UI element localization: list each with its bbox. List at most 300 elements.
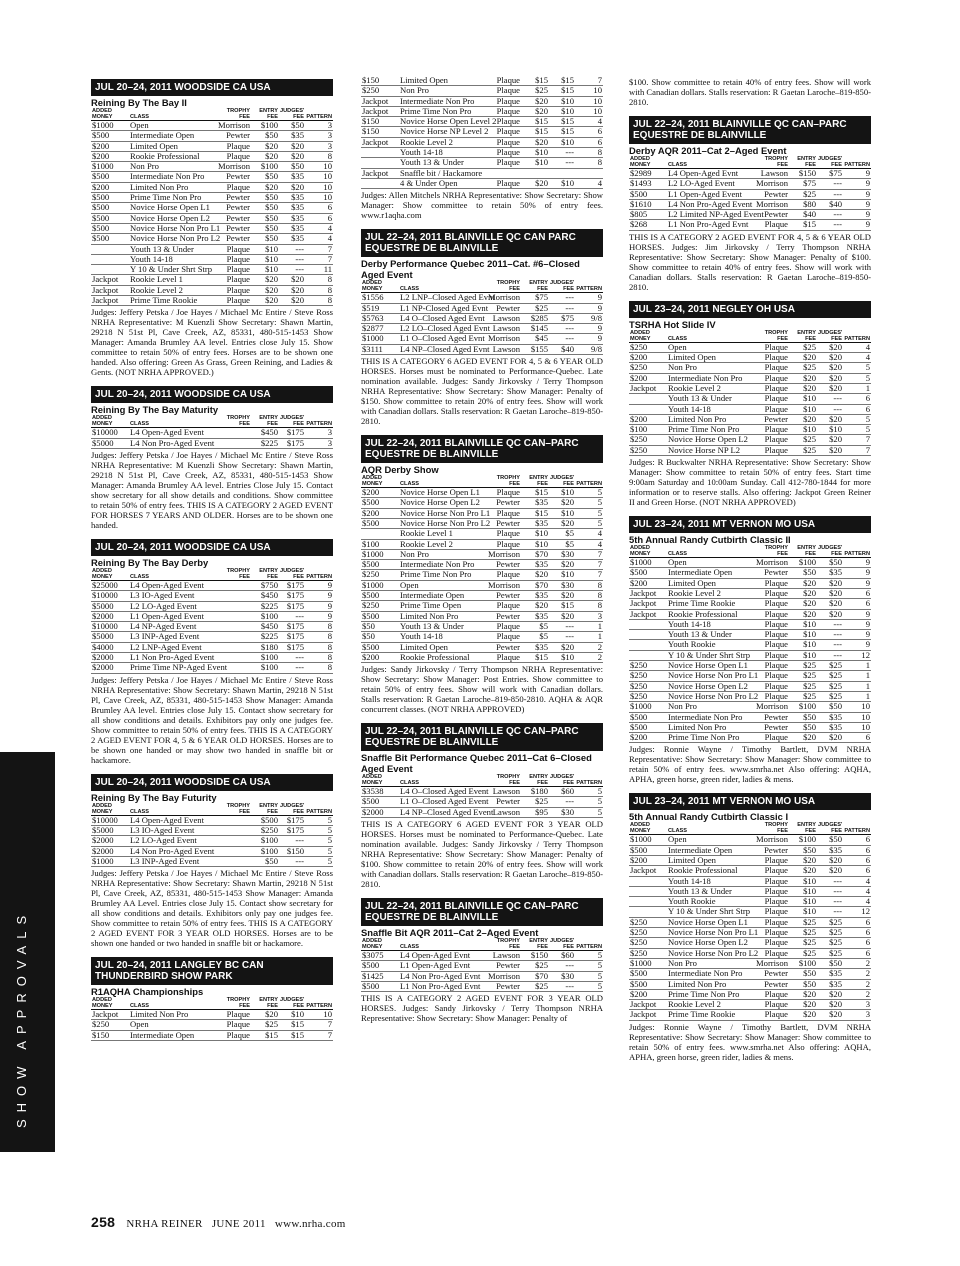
pattern: 5 (575, 971, 603, 981)
show-header: JUL 22–24, 2011 BLAINVILLE QC CAN–PARC EQUESTRE DE BLAINVILLE (629, 116, 871, 144)
entry-fee: $5 (521, 621, 549, 631)
pattern: 4 (575, 529, 603, 539)
entry-fee: $20 (789, 855, 817, 865)
added-money: Jackpot (361, 137, 399, 147)
entry-fee: $5 (521, 632, 549, 642)
table-row (361, 981, 603, 991)
entry-fee: $180 (251, 642, 279, 652)
entry-fee: $100 (789, 702, 817, 712)
column-header-added-money: ADDED MONEY (92, 567, 113, 580)
pattern: 7 (575, 560, 603, 570)
column-header-trophy-fee: TROPHY FEE (496, 475, 520, 488)
trophy: Plaque (753, 588, 789, 598)
table-row (629, 835, 871, 845)
show-header: JUL 20–24, 2011 LANGLEY BC CAN THUNDERBIRD SHOW PARK (91, 957, 333, 985)
trophy: Plaque (753, 640, 789, 650)
added-money: $5763 (361, 313, 399, 323)
pattern: 5 (575, 807, 603, 817)
pattern: 12 (843, 650, 871, 660)
column-header-judges-fee: JUDGES' FEE (818, 545, 843, 558)
added-money: $2000 (91, 846, 129, 856)
show-notes: Judges: Jeffery Petska / Joe Hayes / Michael Mc Entire / Steve Ross NRHA Representative: M Kuenzli Show Secretary: Shawn Martin, 29218 N 51st Pl, Cave Creek, AZ, 85331, 480-515-1453 Show Manager: Amanda Brumley AA level. Entries close July 15. Show committee to retain 50% of entry fees. Horses are to be shown one handed. Also offering: Green As Grass, Green Reining, and Ladies & Gents. (NOT NRHA APPROVED.) (91, 307, 333, 378)
trophy: Plaque (485, 652, 521, 662)
added-money: $2877 (361, 324, 399, 334)
added-money: Jackpot (629, 1010, 667, 1020)
entry-fee: $145 (521, 324, 549, 334)
trophy (485, 168, 521, 178)
class-name: Novice Horse Open L1 (129, 203, 215, 213)
added-money: $200 (629, 855, 667, 865)
class-table (91, 803, 333, 867)
pattern: 10 (305, 172, 333, 182)
pattern: 10 (843, 712, 871, 722)
pattern: 9 (575, 293, 603, 303)
trophy: Plaque (753, 435, 789, 445)
judges-fee: $25 (817, 691, 843, 701)
column-header-judges-fee: JUDGES' FEE (280, 802, 305, 815)
judges-fee: --- (549, 961, 575, 971)
trophy (215, 438, 251, 448)
table-row (629, 917, 871, 927)
added-money (629, 630, 667, 640)
entry-fee: $100 (251, 846, 279, 856)
table-row (629, 928, 871, 938)
judges-fee: --- (279, 856, 305, 866)
trophy (215, 580, 251, 590)
table-row (91, 151, 333, 161)
table-row (91, 182, 333, 192)
column-header-judges-fee: JUDGES' FEE (550, 475, 575, 488)
class-name: Rookie Level 2 (129, 285, 215, 295)
trophy: Plaque (753, 578, 789, 588)
column-header-pattern: PATTERN (844, 551, 870, 558)
judges-fee: $35 (817, 979, 843, 989)
table-row (91, 632, 333, 642)
column-header-class: CLASS (130, 573, 149, 580)
entry-fee: $15 (521, 652, 549, 662)
pattern: 4 (843, 353, 871, 363)
column-header-trophy-fee: TROPHY FEE (226, 415, 250, 428)
entry-fee: $25 (521, 797, 549, 807)
entry-fee: $10 (251, 244, 279, 254)
trophy: Morrison (753, 958, 789, 968)
table-row (629, 568, 871, 578)
judges-fee: $20 (279, 285, 305, 295)
table-row (629, 712, 871, 722)
trophy: Morrison (753, 199, 789, 209)
judges-fee: $20 (549, 642, 575, 652)
judges-fee: $35 (279, 223, 305, 233)
pattern: 7 (305, 1030, 333, 1040)
judges-fee: $30 (549, 549, 575, 559)
table-row (361, 313, 603, 323)
entry-fee: $10 (789, 630, 817, 640)
table-row (91, 213, 333, 223)
pattern (575, 168, 603, 178)
judges-fee: $10 (549, 137, 575, 147)
trophy: Pewter (485, 797, 521, 807)
pattern: 10 (575, 96, 603, 106)
class-name: L4 Non Pro-Aged Evnt (399, 971, 485, 981)
entry-fee: $225 (251, 438, 279, 448)
table-row (361, 642, 603, 652)
trophy: Plaque (753, 599, 789, 609)
judges-fee: $50 (817, 558, 843, 568)
class-name: Intermediate Open (667, 568, 753, 578)
column-header-pattern: PATTERN (576, 780, 602, 787)
entry-fee: $25 (789, 681, 817, 691)
added-money: $50 (361, 632, 399, 642)
pattern: 2 (843, 969, 871, 979)
pattern: 8 (575, 148, 603, 158)
table-row (361, 652, 603, 662)
column-header-added-money: ADDED MONEY (630, 156, 651, 168)
class-name: Open (667, 342, 753, 352)
class-name: L2 LO–Closed Aged Evnt (400, 323, 490, 334)
added-money: $500 (361, 797, 399, 807)
added-money: $4000 (91, 642, 129, 652)
added-money: Jackpot (91, 296, 129, 306)
trophy: Plaque (485, 96, 521, 106)
judges-fee: $20 (817, 445, 843, 455)
pattern: 5 (305, 825, 333, 835)
page-footer (91, 1214, 346, 1230)
trophy: Morrison (753, 179, 789, 189)
column-2 (361, 76, 603, 1023)
added-money: $10000 (91, 591, 129, 601)
judges-fee: --- (549, 632, 575, 642)
entry-fee: $450 (251, 591, 279, 601)
added-money: $500 (361, 498, 399, 508)
pattern: 9 (843, 619, 871, 629)
class-name: Rookie Professional (399, 652, 485, 662)
class-table (361, 938, 603, 992)
column-header-entry-fee: ENTRY FEE (797, 822, 816, 835)
entry-fee: $20 (789, 609, 817, 619)
pattern: 4 (575, 178, 603, 188)
table-row (361, 539, 603, 549)
added-money: $500 (91, 172, 129, 182)
trophy: Plaque (753, 661, 789, 671)
added-money: $500 (629, 845, 667, 855)
pattern: 5 (843, 425, 871, 435)
trophy: Morrison (485, 580, 521, 590)
trophy: Plaque (753, 917, 789, 927)
entry-fee: $10 (789, 650, 817, 660)
pattern: 10 (305, 193, 333, 203)
entry-fee: $25 (789, 671, 817, 681)
pattern: 5 (843, 414, 871, 424)
column-header-judges-fee: JUDGES' FEE (818, 822, 843, 835)
table-row (91, 642, 333, 652)
judges-fee: $20 (817, 733, 843, 743)
trophy: Plaque (753, 630, 789, 640)
judges-fee: --- (549, 981, 575, 991)
added-money: $1556 (361, 293, 399, 303)
trophy: Pewter (485, 498, 521, 508)
pattern: 8 (305, 642, 333, 652)
trophy: Plaque (485, 117, 521, 127)
class-name: Non Pro (399, 549, 485, 559)
class-name: Intermediate Non Pro (667, 712, 753, 722)
column-header-pattern: PATTERN (576, 481, 602, 488)
entry-fee: $25 (789, 445, 817, 455)
column-header-judges-fee: JUDGES' FEE (280, 567, 305, 580)
added-money: $200 (361, 652, 399, 662)
judges-fee: $60 (549, 950, 575, 960)
added-money: $250 (629, 363, 667, 373)
column-header-pattern: PATTERN (844, 335, 870, 342)
column-3 (629, 76, 871, 1062)
class-name: L4 NP–Closed Aged Event (400, 806, 494, 817)
judges-fee: $10 (549, 508, 575, 518)
class-name: Intermediate Open (399, 591, 485, 601)
added-money: Jackpot (361, 168, 399, 178)
pattern: 9 (575, 324, 603, 334)
pattern: 3 (305, 141, 333, 151)
trophy: Plaque (485, 508, 521, 518)
table-row (629, 733, 871, 743)
class-name: Open (667, 558, 753, 568)
class-title: TSRHA Hot Slide IV (629, 318, 716, 330)
trophy: Plaque (753, 886, 789, 896)
table-row (629, 855, 871, 865)
table-row (629, 425, 871, 435)
entry-fee: $100 (789, 835, 817, 845)
trophy: Pewter (485, 303, 521, 313)
entry-fee (521, 168, 549, 178)
class-name: Prime Time Rookie (667, 1010, 753, 1020)
judges-fee: $20 (549, 560, 575, 570)
added-money: $500 (91, 213, 129, 223)
entry-fee: $225 (251, 632, 279, 642)
class-name: Open (129, 121, 215, 131)
pattern: 5 (305, 836, 333, 846)
entry-fee: $15 (789, 220, 817, 230)
class-table (361, 475, 603, 663)
trophy: Plaque (753, 619, 789, 629)
class-name: Youth 13 & Under (129, 244, 215, 254)
class-name: Prime Time Non Pro (667, 425, 753, 435)
entry-fee: $50 (789, 712, 817, 722)
class-name: Novice Horse Non Pro L1 (668, 927, 759, 938)
table-row (629, 1000, 871, 1010)
table-row (361, 127, 603, 137)
class-name: Rookie Level 1 (129, 275, 215, 285)
pattern: 1 (843, 691, 871, 701)
judges-fee: --- (279, 653, 305, 663)
judges-fee: --- (817, 886, 843, 896)
added-money: $500 (361, 560, 399, 570)
judges-fee: $15 (549, 601, 575, 611)
judges-fee: --- (549, 158, 575, 168)
trophy: Plaque (753, 855, 789, 865)
class-name: Prime Time Non Pro (667, 733, 753, 743)
column-header-entry-fee: ENTRY FEE (529, 937, 548, 950)
column-header-class: CLASS (668, 162, 687, 168)
column-header-added-money: ADDED MONEY (630, 329, 651, 342)
entry-fee: $15 (521, 127, 549, 137)
added-money: $500 (91, 193, 129, 203)
entry-fee: $75 (789, 179, 817, 189)
trophy: Plaque (485, 127, 521, 137)
class-name: Non Pro (667, 363, 753, 373)
table-row (629, 210, 871, 220)
table-row (629, 342, 871, 352)
trophy: Morrison (753, 835, 789, 845)
added-money: $150 (361, 76, 399, 86)
entry-fee: $35 (521, 560, 549, 570)
pattern: 6 (843, 938, 871, 948)
table-row (91, 611, 333, 621)
entry-fee: $10 (251, 254, 279, 264)
pattern: 2 (843, 958, 871, 968)
show-header: JUL 23–24, 2011 MT VERNON MO USA (629, 516, 871, 533)
entry-fee: $10 (789, 907, 817, 917)
judges-fee: $25 (817, 917, 843, 927)
pattern: 6 (843, 948, 871, 958)
entry-fee: $50 (251, 213, 279, 223)
trophy: Lawson (485, 950, 521, 960)
pattern: 5 (575, 787, 603, 797)
entry-fee: $10 (521, 158, 549, 168)
trophy: Pewter (753, 722, 789, 732)
judges-fee: $15 (549, 86, 575, 96)
column-header-trophy-fee: TROPHY FEE (496, 774, 520, 787)
class-name: Youth 14-18 (667, 876, 753, 886)
trophy (215, 622, 251, 632)
added-money: $10000 (91, 815, 129, 825)
added-money: $1000 (629, 835, 667, 845)
trophy: Pewter (753, 189, 789, 199)
entry-fee: $500 (251, 815, 279, 825)
judges-fee: --- (549, 621, 575, 631)
judges-fee: $10 (549, 570, 575, 580)
trophy: Plaque (215, 275, 251, 285)
pattern: 5 (575, 488, 603, 498)
column-header-added-money: ADDED MONEY (92, 997, 113, 1010)
entry-fee: $155 (521, 344, 549, 354)
table-row (361, 591, 603, 601)
table-row (91, 162, 333, 172)
judges-fee: $20 (817, 383, 843, 393)
entry-fee: $25 (521, 961, 549, 971)
trophy: Plaque (485, 601, 521, 611)
pattern: 7 (305, 1020, 333, 1030)
class-table (361, 774, 603, 818)
judges-fee: $35 (817, 712, 843, 722)
pattern: 4 (843, 342, 871, 352)
trophy: Plaque (753, 938, 789, 948)
column-header-pattern: PATTERN (576, 943, 602, 950)
class-name: Novice Horse Non Pro L2 (668, 690, 759, 701)
pattern: 8 (575, 158, 603, 168)
trophy: Pewter (753, 210, 789, 220)
trophy: Plaque (753, 866, 789, 876)
entry-fee: $50 (251, 203, 279, 213)
entry-fee: $10 (789, 640, 817, 650)
added-money: $500 (91, 234, 129, 244)
pattern: 4 (575, 117, 603, 127)
judges-fee: $20 (817, 588, 843, 598)
class-name: Non Pro (129, 162, 215, 172)
pattern: 9 (843, 578, 871, 588)
table-row (629, 969, 871, 979)
added-money: $1000 (361, 580, 399, 590)
show-notes: Judges: R Buckwalter NRHA Representative: Show Secretary: Show Manager: Show committee to retain 50% of entry fees. Start time 9:00am Saturday and 10:00am Sunday. Call 412-780-1844 for more information or to reserve stalls. Also offering: Jackpot Green Reiner II and Green Horse. (NOT NRHA APPROVED) (629, 457, 871, 508)
table-row (629, 220, 871, 230)
pattern: 6 (843, 588, 871, 598)
class-name: Non Pro (667, 702, 753, 712)
entry-fee: $25 (789, 948, 817, 958)
class-title: Reining By The Bay Futurity (91, 791, 217, 803)
added-money: $200 (361, 488, 399, 498)
column-header-trophy-fee: TROPHY FEE (764, 156, 788, 168)
column-header-entry-fee: ENTRY FEE (529, 475, 548, 488)
trophy: Plaque (485, 178, 521, 188)
added-money: $500 (361, 611, 399, 621)
trophy: Pewter (485, 981, 521, 991)
judges-fee: $75 (549, 313, 575, 323)
table-row (91, 172, 333, 182)
entry-fee: $20 (789, 578, 817, 588)
added-money (361, 529, 399, 539)
added-money: $200 (91, 141, 129, 151)
pattern: 9 (843, 558, 871, 568)
trophy: Plaque (485, 137, 521, 147)
added-money: $1610 (629, 199, 667, 209)
pattern: 6 (843, 845, 871, 855)
column-header-class: CLASS (668, 335, 687, 342)
class-name: L1 Non Pro-Aged Evnt (667, 220, 753, 230)
show-notes: Judges: Jeffery Petska / Joe Hayes / Michael Mc Entire / Steve Ross NRHA Representative: Show Secretary: Shawn Martin, 29218 N 51st Pl, Cave Creek, AZ, 85331, 480-515-1453 Show Manager: Amanda Brumley AA level. Entries close July 15. Contact show secretary for all show conditions and details. Exhibitors pay only one judges fee. Show committee to retain 50% of entry fees. THIS IS A CATEGORY 2 AGED EVENT FOR 4, 5 & 6 YEAR OLD HORSES. Horses are to be shown one handed or may show two handed in snaffle bit or hackamore. (91, 674, 333, 765)
table-row (91, 141, 333, 151)
class-name: L4 NP-Aged Event (129, 622, 215, 632)
trophy: Pewter (485, 591, 521, 601)
class-name: Y 10 & Under Shrt Strp (129, 265, 215, 275)
column-header-trophy-fee: TROPHY FEE (226, 802, 250, 815)
table-row (91, 223, 333, 233)
class-title: Snaffle Bit AQR 2011–Cat 2–Aged Event (361, 926, 539, 938)
judges-fee: --- (279, 663, 305, 673)
added-money (629, 876, 667, 886)
added-money (629, 640, 667, 650)
table-row (629, 169, 871, 179)
entry-fee: $50 (251, 193, 279, 203)
pattern: 9 (305, 601, 333, 611)
judges-fee: $25 (817, 671, 843, 681)
trophy (215, 642, 251, 652)
added-money: $500 (91, 203, 129, 213)
table-row (361, 137, 603, 147)
pattern: 8 (305, 151, 333, 161)
judges-fee: $20 (279, 296, 305, 306)
judges-fee: --- (817, 179, 843, 189)
entry-fee: $25 (789, 189, 817, 199)
pattern: 10 (305, 1010, 333, 1020)
magazine-name: NRHA REINER (126, 1218, 203, 1230)
table-row (629, 722, 871, 732)
table-row (91, 836, 333, 846)
judges-fee: --- (817, 189, 843, 199)
column-header-entry-fee: ENTRY FEE (259, 997, 278, 1010)
judges-fee: $20 (279, 275, 305, 285)
table-row (91, 580, 333, 590)
entry-fee: $25 (789, 917, 817, 927)
show-notes: Judges: Allen Mitchels NRHA Representative: Show Secretary: Show Manager: Show committee to retain 50% of entry fees. www.r1aqha.com (361, 190, 603, 221)
pattern: 2 (843, 989, 871, 999)
trophy: Plaque (753, 404, 789, 414)
